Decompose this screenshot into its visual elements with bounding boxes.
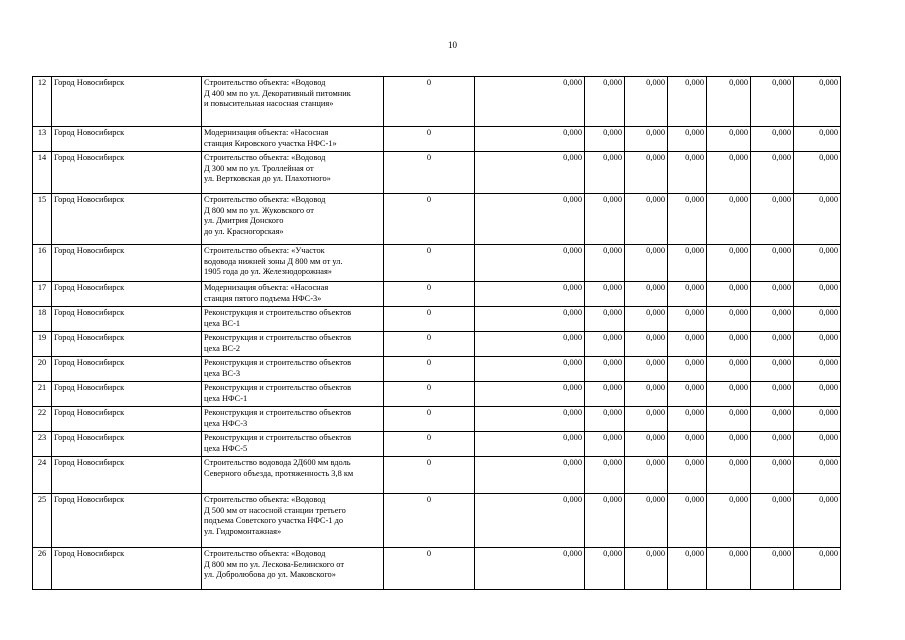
municipality-cell: Город Новосибирск: [52, 357, 202, 382]
value-cell: 0: [384, 407, 475, 432]
value-cell: 0,000: [751, 194, 794, 245]
value-cell: 0,000: [625, 282, 668, 307]
value-cell: 0: [384, 127, 475, 152]
value-cell: 0,000: [475, 407, 585, 432]
table-row: [33, 127, 841, 152]
value-cell: 0,000: [668, 332, 707, 357]
value-cell: 0,000: [668, 194, 707, 245]
value-cell: 0,000: [585, 245, 625, 282]
object-description-cell: Строительство объекта: «Водовод Д 500 мм от насосной станции третьего подъема Советского участка НФС-1 до ул. Гидромонтажная»: [202, 494, 384, 548]
municipality-cell: Город Новосибирск: [52, 332, 202, 357]
row-number: 16: [33, 245, 52, 282]
table-row: [33, 457, 841, 494]
value-cell: 0,000: [794, 194, 841, 245]
table-row: [33, 357, 841, 382]
row-number: 24: [33, 457, 52, 494]
row-number: 26: [33, 548, 52, 590]
value-cell: 0,000: [585, 77, 625, 127]
value-cell: 0,000: [585, 548, 625, 590]
value-cell: 0,000: [625, 494, 668, 548]
value-cell: 0,000: [751, 332, 794, 357]
value-cell: 0,000: [707, 127, 751, 152]
value-cell: 0,000: [625, 194, 668, 245]
value-cell: 0,000: [668, 282, 707, 307]
value-cell: 0,000: [625, 152, 668, 194]
municipality-cell: Город Новосибирск: [52, 152, 202, 194]
value-cell: 0,000: [475, 332, 585, 357]
row-number: 18: [33, 307, 52, 332]
value-cell: 0,000: [707, 494, 751, 548]
row-number: 14: [33, 152, 52, 194]
value-cell: 0,000: [794, 382, 841, 407]
value-cell: 0: [384, 432, 475, 457]
object-description-cell: Модернизация объекта: «Насосная станция пятого подъема НФС-3»: [202, 282, 384, 307]
value-cell: 0: [384, 548, 475, 590]
value-cell: 0,000: [751, 494, 794, 548]
value-cell: 0: [384, 332, 475, 357]
value-cell: 0: [384, 357, 475, 382]
value-cell: 0,000: [668, 357, 707, 382]
value-cell: 0,000: [625, 127, 668, 152]
value-cell: 0,000: [707, 194, 751, 245]
value-cell: 0: [384, 382, 475, 407]
value-cell: 0,000: [475, 245, 585, 282]
value-cell: 0: [384, 245, 475, 282]
value-cell: 0,000: [625, 432, 668, 457]
object-description-cell: Реконструкция и строительство объектов цеха ВС-3: [202, 357, 384, 382]
value-cell: 0,000: [794, 307, 841, 332]
table-row: [33, 307, 841, 332]
municipality-cell: Город Новосибирск: [52, 457, 202, 494]
value-cell: 0,000: [625, 457, 668, 494]
value-cell: 0,000: [794, 494, 841, 548]
value-cell: 0,000: [475, 127, 585, 152]
value-cell: 0,000: [668, 432, 707, 457]
value-cell: 0,000: [585, 307, 625, 332]
value-cell: 0,000: [668, 382, 707, 407]
value-cell: 0,000: [585, 152, 625, 194]
value-cell: 0,000: [751, 282, 794, 307]
table-row: [33, 282, 841, 307]
value-cell: 0,000: [668, 152, 707, 194]
data-table: [32, 76, 841, 590]
object-description-cell: Реконструкция и строительство объектов цеха НФС-5: [202, 432, 384, 457]
table-row: [33, 152, 841, 194]
value-cell: 0,000: [668, 307, 707, 332]
value-cell: 0,000: [585, 127, 625, 152]
municipality-cell: Город Новосибирск: [52, 307, 202, 332]
value-cell: 0,000: [794, 548, 841, 590]
value-cell: 0,000: [794, 332, 841, 357]
value-cell: 0,000: [751, 432, 794, 457]
value-cell: 0,000: [625, 332, 668, 357]
value-cell: 0: [384, 77, 475, 127]
row-number: 20: [33, 357, 52, 382]
value-cell: 0,000: [475, 548, 585, 590]
value-cell: 0,000: [794, 457, 841, 494]
row-number: 25: [33, 494, 52, 548]
value-cell: 0,000: [585, 282, 625, 307]
value-cell: 0,000: [751, 307, 794, 332]
value-cell: 0,000: [475, 357, 585, 382]
value-cell: 0,000: [668, 77, 707, 127]
row-number: 21: [33, 382, 52, 407]
value-cell: 0,000: [625, 245, 668, 282]
value-cell: 0,000: [707, 332, 751, 357]
value-cell: 0,000: [751, 457, 794, 494]
value-cell: 0,000: [707, 357, 751, 382]
row-number: 23: [33, 432, 52, 457]
value-cell: 0,000: [707, 282, 751, 307]
value-cell: 0,000: [585, 194, 625, 245]
value-cell: 0,000: [707, 152, 751, 194]
value-cell: 0,000: [707, 407, 751, 432]
value-cell: 0,000: [475, 77, 585, 127]
object-description-cell: Модернизация объекта: «Насосная станция Кировского участка НФС-1»: [202, 127, 384, 152]
value-cell: 0,000: [794, 77, 841, 127]
row-number: 12: [33, 77, 52, 127]
municipality-cell: Город Новосибирск: [52, 382, 202, 407]
value-cell: 0: [384, 152, 475, 194]
value-cell: 0,000: [475, 194, 585, 245]
value-cell: 0,000: [751, 127, 794, 152]
value-cell: 0,000: [475, 457, 585, 494]
table-row: [33, 77, 841, 127]
value-cell: 0,000: [625, 407, 668, 432]
value-cell: 0,000: [751, 357, 794, 382]
value-cell: 0,000: [585, 494, 625, 548]
municipality-cell: Город Новосибирск: [52, 407, 202, 432]
value-cell: 0,000: [794, 432, 841, 457]
value-cell: 0,000: [585, 407, 625, 432]
object-description-cell: Реконструкция и строительство объектов цеха НФС-1: [202, 382, 384, 407]
value-cell: 0,000: [794, 245, 841, 282]
value-cell: 0,000: [707, 548, 751, 590]
object-description-cell: Строительство объекта: «Водовод Д 800 мм по ул. Лескова-Белинского от ул. Добролюбова до ул. Маковского»: [202, 548, 384, 590]
table-row: [33, 432, 841, 457]
value-cell: 0: [384, 282, 475, 307]
value-cell: 0,000: [585, 457, 625, 494]
value-cell: 0,000: [707, 245, 751, 282]
value-cell: 0,000: [794, 282, 841, 307]
row-number: 13: [33, 127, 52, 152]
row-number: 17: [33, 282, 52, 307]
value-cell: 0,000: [707, 77, 751, 127]
value-cell: 0,000: [707, 457, 751, 494]
value-cell: 0,000: [668, 457, 707, 494]
value-cell: 0,000: [475, 382, 585, 407]
value-cell: 0,000: [475, 432, 585, 457]
value-cell: 0: [384, 194, 475, 245]
municipality-cell: Город Новосибирск: [52, 494, 202, 548]
table-row: [33, 407, 841, 432]
value-cell: 0,000: [794, 127, 841, 152]
value-cell: 0,000: [625, 548, 668, 590]
value-cell: 0,000: [707, 382, 751, 407]
table-row: [33, 194, 841, 245]
value-cell: 0,000: [475, 282, 585, 307]
value-cell: 0,000: [585, 332, 625, 357]
value-cell: 0,000: [751, 245, 794, 282]
value-cell: 0,000: [475, 307, 585, 332]
value-cell: 0,000: [668, 407, 707, 432]
value-cell: 0,000: [751, 77, 794, 127]
object-description-cell: Строительство водовода 2Д600 мм вдоль Северного объезда, протяженность 3,8 км: [202, 457, 384, 494]
row-number: 19: [33, 332, 52, 357]
object-description-cell: Реконструкция и строительство объектов цеха ВС-1: [202, 307, 384, 332]
municipality-cell: Город Новосибирск: [52, 432, 202, 457]
object-description-cell: Реконструкция и строительство объектов цеха ВС-2: [202, 332, 384, 357]
value-cell: 0,000: [751, 382, 794, 407]
municipality-cell: Город Новосибирск: [52, 77, 202, 127]
municipality-cell: Город Новосибирск: [52, 548, 202, 590]
municipality-cell: Город Новосибирск: [52, 194, 202, 245]
value-cell: 0,000: [625, 357, 668, 382]
value-cell: 0,000: [625, 77, 668, 127]
row-number: 22: [33, 407, 52, 432]
value-cell: 0,000: [585, 432, 625, 457]
value-cell: 0: [384, 494, 475, 548]
table-row: [33, 245, 841, 282]
object-description-cell: Строительство объекта: «Участок водовода нижней зоны Д 800 мм от ул. 1905 года до ул. Железнодорожная»: [202, 245, 384, 282]
value-cell: 0,000: [707, 307, 751, 332]
value-cell: 0,000: [794, 152, 841, 194]
value-cell: 0,000: [794, 407, 841, 432]
table-body: [33, 77, 841, 590]
object-description-cell: Строительство объекта: «Водовод Д 300 мм по ул. Троллейная от ул. Вертковская до ул. Плахотного»: [202, 152, 384, 194]
value-cell: 0,000: [668, 494, 707, 548]
value-cell: 0: [384, 457, 475, 494]
value-cell: 0,000: [794, 357, 841, 382]
value-cell: 0: [384, 307, 475, 332]
page-number: 10: [448, 40, 457, 50]
value-cell: 0,000: [707, 432, 751, 457]
object-description-cell: Строительство объекта: «Водовод Д 400 мм по ул. Декоративный питомник и повысительная насосная станция»: [202, 77, 384, 127]
value-cell: 0,000: [625, 382, 668, 407]
table-row: [33, 494, 841, 548]
table-row: [33, 382, 841, 407]
value-cell: 0,000: [585, 382, 625, 407]
municipality-cell: Город Новосибирск: [52, 282, 202, 307]
object-description-cell: Реконструкция и строительство объектов цеха НФС-3: [202, 407, 384, 432]
table-row: [33, 332, 841, 357]
table-row: [33, 548, 841, 590]
row-number: 15: [33, 194, 52, 245]
value-cell: 0,000: [668, 245, 707, 282]
municipality-cell: Город Новосибирск: [52, 127, 202, 152]
value-cell: 0,000: [751, 407, 794, 432]
value-cell: 0,000: [475, 152, 585, 194]
object-description-cell: Строительство объекта: «Водовод Д 800 мм по ул. Жуковского от ул. Дмитрия Донского до ул. Красногорская»: [202, 194, 384, 245]
value-cell: 0,000: [475, 494, 585, 548]
value-cell: 0,000: [751, 548, 794, 590]
value-cell: 0,000: [668, 548, 707, 590]
value-cell: 0,000: [625, 307, 668, 332]
value-cell: 0,000: [585, 357, 625, 382]
municipality-cell: Город Новосибирск: [52, 245, 202, 282]
value-cell: 0,000: [751, 152, 794, 194]
value-cell: 0,000: [668, 127, 707, 152]
